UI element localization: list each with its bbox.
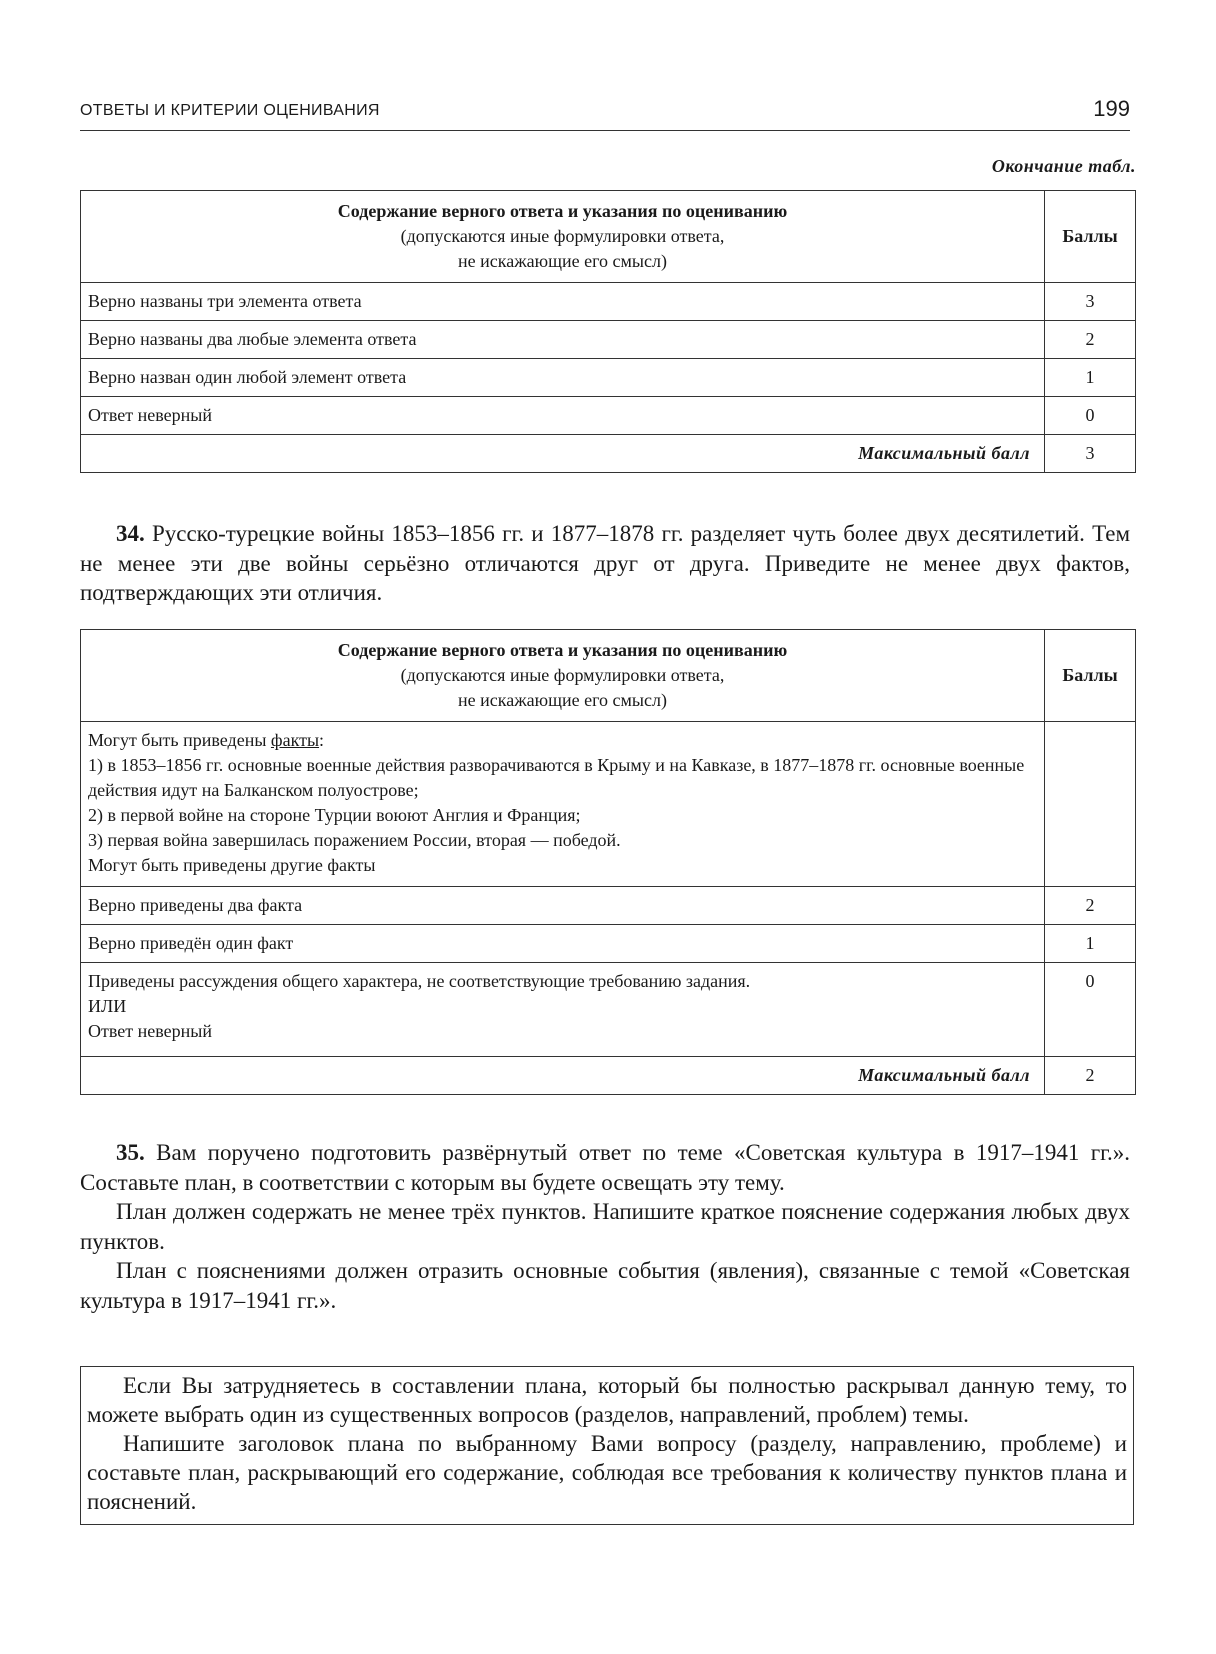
question-text: План должен содержать не менее трёх пунктов. Напишите краткое пояснение содержания любых двух пунктов.	[80, 1199, 1130, 1254]
facts-colon: :	[319, 730, 325, 750]
header-line: (допускаются иные формулировки ответа,	[400, 665, 725, 685]
points: 2	[1045, 887, 1136, 925]
header-line: Содержание верного ответа и указания по оцениванию	[337, 640, 788, 660]
section-title: ОТВЕТЫ И КРИТЕРИИ ОЦЕНИВАНИЯ	[80, 102, 380, 119]
max-score-label: Максимальный балл	[81, 435, 1045, 473]
table-row	[81, 359, 1136, 397]
points: 3	[1045, 283, 1136, 321]
criterion	[81, 963, 1045, 1057]
table-row	[81, 887, 1136, 925]
facts-row	[81, 722, 1136, 887]
content-header	[81, 630, 1045, 722]
content-header	[81, 191, 1045, 283]
table-row	[81, 321, 1136, 359]
fact-item: 3) первая война завершилась поражением России, вторая — победой.	[88, 830, 621, 850]
note-paragraph: Если Вы затрудняетесь в составлении плана, который бы полностью раскрывал данную тему, то можете выбрать один из существенных вопросов (разделов, направлений, проблем) темы.	[87, 1373, 1127, 1427]
points: 1	[1045, 359, 1136, 397]
points: 1	[1045, 925, 1136, 963]
points-header: Баллы	[1045, 630, 1136, 722]
question-text: Русско-турецкие войны 1853–1856 гг. и 1877–1878 гг. разделяет чуть более двух десятилетий. Тем не менее эти две войны серьёзно отличаются друг от друга. Приведите не менее двух фактов, подтверждающих эти отличия.	[80, 521, 1130, 605]
facts-cell	[81, 722, 1045, 887]
header-line: не искажающие его смысл)	[458, 251, 667, 271]
points: 0	[1045, 397, 1136, 435]
question-35	[80, 1138, 1130, 1315]
criteria-table-33	[80, 190, 1136, 473]
max-score-row	[81, 1057, 1136, 1095]
header-line: Содержание верного ответа и указания по оцениванию	[337, 201, 788, 221]
page-number: 199	[1093, 96, 1130, 121]
question-number: 35.	[116, 1140, 145, 1165]
max-score-value: 3	[1045, 435, 1136, 473]
points-header: Баллы	[1045, 191, 1136, 283]
fact-item: 2) в первой войне на стороне Турции воюют Англия и Франция;	[88, 805, 581, 825]
table-row	[81, 925, 1136, 963]
table-continuation-caption: Окончание табл.	[991, 156, 1136, 176]
criterion: Верно назван один любой элемент ответа	[81, 359, 1045, 397]
header-line: (допускаются иные формулировки ответа,	[400, 226, 725, 246]
note-paragraph: Напишите заголовок плана по выбранному Вами вопросу (разделу, направлению, проблеме) и составьте план, раскрывающий его содержание, соблюдая все требования к количеству пунктов плана и пояснений.	[87, 1431, 1127, 1514]
criterion: Верно приведены два факта	[81, 887, 1045, 925]
fact-item: 1) в 1853–1856 гг. основные военные действия разворачиваются в Крыму и на Кавказе, в 1877–1878 гг. основные военные действия идут на Балканском полуострове;	[88, 755, 1025, 800]
table-row	[81, 397, 1136, 435]
criteria-table-34	[80, 629, 1136, 1095]
table-row	[81, 283, 1136, 321]
criterion: Верно приведён один факт	[81, 925, 1045, 963]
question-34	[80, 519, 1130, 608]
points: 0	[1045, 963, 1136, 1057]
header-line: не искажающие его смысл)	[458, 690, 667, 710]
table-row	[81, 963, 1136, 1057]
note-box	[80, 1366, 1134, 1525]
max-score-row	[81, 435, 1136, 473]
or-separator: ИЛИ	[88, 996, 127, 1016]
criterion: Верно названы три элемента ответа	[81, 283, 1045, 321]
question-text: План с пояснениями должен отразить основные события (явления), связанные с темой «Советская культура в 1917–1941 гг.».	[80, 1258, 1130, 1313]
criterion-line: Ответ неверный	[88, 1021, 212, 1041]
facts-intro: Могут быть приведены	[88, 730, 271, 750]
facts-word: факты	[270, 730, 320, 750]
max-score-label: Максимальный балл	[81, 1057, 1045, 1095]
points: 2	[1045, 321, 1136, 359]
points	[1045, 722, 1136, 887]
facts-outro: Могут быть приведены другие факты	[88, 855, 376, 875]
criterion: Ответ неверный	[81, 397, 1045, 435]
max-score-value: 2	[1045, 1057, 1136, 1095]
running-header	[80, 94, 1130, 131]
criterion-line: Приведены рассуждения общего характера, не соответствующие требованию задания.	[88, 971, 751, 991]
criterion: Верно названы два любые элемента ответа	[81, 321, 1045, 359]
question-number: 34.	[116, 521, 145, 546]
question-text: Вам поручено подготовить развёрнутый ответ по теме «Советская культура в 1917–1941 гг.». Составьте план, в соответствии с которым вы будете освещать эту тему.	[80, 1140, 1130, 1195]
